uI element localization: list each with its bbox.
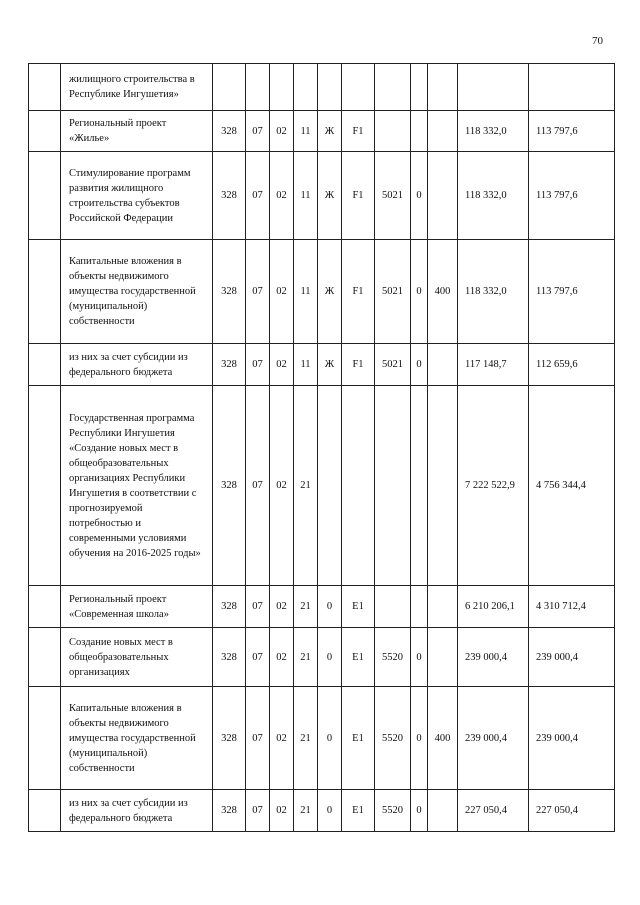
code-rz-cell: 07 bbox=[246, 790, 270, 832]
table-row bbox=[29, 586, 615, 628]
row-number-cell bbox=[29, 64, 61, 111]
code-pr-cell: 02 bbox=[270, 790, 294, 832]
code-vr-cell bbox=[428, 386, 458, 586]
table-row bbox=[29, 240, 615, 344]
item-name-cell: Региональный проект «Жилье» bbox=[61, 111, 213, 152]
code-csr1-cell bbox=[294, 64, 318, 111]
code-ved-cell: 328 bbox=[213, 152, 246, 240]
code-csr4-cell: 5021 bbox=[375, 344, 411, 386]
code-csr2-cell: 0 bbox=[318, 628, 342, 687]
amount-2021-cell: 4 310 712,4 bbox=[529, 586, 615, 628]
code-pr-cell: 02 bbox=[270, 687, 294, 790]
code-rz-cell: 07 bbox=[246, 344, 270, 386]
code-ved-cell: 328 bbox=[213, 240, 246, 344]
amount-2021-cell: 112 659,6 bbox=[529, 344, 615, 386]
code-rz-cell: 07 bbox=[246, 152, 270, 240]
code-csr2-cell: Ж bbox=[318, 152, 342, 240]
code-csr1-cell: 21 bbox=[294, 687, 318, 790]
amount-2021-cell: 113 797,6 bbox=[529, 240, 615, 344]
code-csr1-cell: 21 bbox=[294, 790, 318, 832]
item-name-cell: Стимулирование программ развития жилищного строительства субъектов Российской Федерации bbox=[61, 152, 213, 240]
code-csr4-cell: 5021 bbox=[375, 240, 411, 344]
code-rz-cell: 07 bbox=[246, 386, 270, 586]
code-csr5-cell: 0 bbox=[411, 152, 428, 240]
code-csr5-cell bbox=[411, 386, 428, 586]
amount-2020-cell: 118 332,0 bbox=[458, 152, 529, 240]
amount-2020-cell: 6 210 206,1 bbox=[458, 586, 529, 628]
code-csr3-cell bbox=[342, 386, 375, 586]
table-row bbox=[29, 344, 615, 386]
amount-2021-cell: 4 756 344,4 bbox=[529, 386, 615, 586]
code-pr-cell: 02 bbox=[270, 240, 294, 344]
table-row bbox=[29, 790, 615, 832]
code-csr4-cell bbox=[375, 111, 411, 152]
code-rz-cell: 07 bbox=[246, 628, 270, 687]
amount-2021-cell: 239 000,4 bbox=[529, 687, 615, 790]
code-csr3-cell: F1 bbox=[342, 344, 375, 386]
item-name-cell: Создание новых мест в общеобразовательных организациях bbox=[61, 628, 213, 687]
amount-2020-cell: 118 332,0 bbox=[458, 111, 529, 152]
code-pr-cell bbox=[270, 64, 294, 111]
code-csr5-cell: 0 bbox=[411, 240, 428, 344]
code-csr1-cell: 21 bbox=[294, 628, 318, 687]
code-csr4-cell bbox=[375, 586, 411, 628]
item-name-cell: Капитальные вложения в объекты недвижимого имущества государственной (муниципальной) собственности bbox=[61, 240, 213, 344]
code-pr-cell: 02 bbox=[270, 628, 294, 687]
code-csr1-cell: 11 bbox=[294, 240, 318, 344]
code-vr-cell bbox=[428, 111, 458, 152]
item-name-cell: Региональный проект «Современная школа» bbox=[61, 586, 213, 628]
amount-2021-cell: 227 050,4 bbox=[529, 790, 615, 832]
amount-2020-cell: 239 000,4 bbox=[458, 628, 529, 687]
code-csr2-cell: 0 bbox=[318, 586, 342, 628]
code-csr2-cell: Ж bbox=[318, 111, 342, 152]
item-name-cell: жилищного строительства в Республике Ингушетия» bbox=[61, 64, 213, 111]
item-name-cell: Государственная программа Республики Ингушетия «Создание новых мест в общеобразовательных организациях Республики Ингушетия в соответствии с прогнозируемой потребностью и современными условиями обучения на 2016-2025 годы» bbox=[61, 386, 213, 586]
table-row bbox=[29, 64, 615, 111]
code-csr5-cell: 0 bbox=[411, 628, 428, 687]
code-csr2-cell: Ж bbox=[318, 344, 342, 386]
code-csr3-cell: F1 bbox=[342, 111, 375, 152]
code-csr2-cell: Ж bbox=[318, 240, 342, 344]
code-pr-cell: 02 bbox=[270, 152, 294, 240]
code-ved-cell: 328 bbox=[213, 386, 246, 586]
row-number-cell bbox=[29, 240, 61, 344]
code-csr1-cell: 21 bbox=[294, 586, 318, 628]
table-row bbox=[29, 687, 615, 790]
code-rz-cell: 07 bbox=[246, 586, 270, 628]
code-ved-cell: 328 bbox=[213, 111, 246, 152]
page-number: 70 bbox=[592, 35, 603, 47]
code-csr5-cell: 0 bbox=[411, 687, 428, 790]
code-csr2-cell bbox=[318, 386, 342, 586]
code-rz-cell bbox=[246, 64, 270, 111]
item-name-cell: из них за счет субсидии из федерального бюджета bbox=[61, 790, 213, 832]
amount-2020-cell bbox=[458, 64, 529, 111]
code-vr-cell bbox=[428, 344, 458, 386]
code-pr-cell: 02 bbox=[270, 386, 294, 586]
amount-2021-cell: 113 797,6 bbox=[529, 152, 615, 240]
code-csr3-cell bbox=[342, 64, 375, 111]
code-vr-cell: 400 bbox=[428, 687, 458, 790]
code-csr4-cell: 5520 bbox=[375, 628, 411, 687]
code-rz-cell: 07 bbox=[246, 111, 270, 152]
code-pr-cell: 02 bbox=[270, 111, 294, 152]
code-pr-cell: 02 bbox=[270, 344, 294, 386]
amount-2020-cell: 117 148,7 bbox=[458, 344, 529, 386]
code-csr1-cell: 11 bbox=[294, 111, 318, 152]
budget-table bbox=[28, 63, 615, 832]
code-vr-cell bbox=[428, 790, 458, 832]
code-csr3-cell: F1 bbox=[342, 240, 375, 344]
code-csr3-cell: E1 bbox=[342, 586, 375, 628]
amount-2021-cell bbox=[529, 64, 615, 111]
table-row bbox=[29, 111, 615, 152]
code-csr4-cell bbox=[375, 386, 411, 586]
amount-2021-cell: 113 797,6 bbox=[529, 111, 615, 152]
code-rz-cell: 07 bbox=[246, 687, 270, 790]
code-csr2-cell bbox=[318, 64, 342, 111]
code-csr5-cell bbox=[411, 111, 428, 152]
row-number-cell bbox=[29, 344, 61, 386]
code-csr3-cell: E1 bbox=[342, 628, 375, 687]
row-number-cell bbox=[29, 687, 61, 790]
code-csr2-cell: 0 bbox=[318, 687, 342, 790]
code-csr3-cell: E1 bbox=[342, 687, 375, 790]
table-row bbox=[29, 152, 615, 240]
amount-2020-cell: 227 050,4 bbox=[458, 790, 529, 832]
row-number-cell bbox=[29, 111, 61, 152]
code-rz-cell: 07 bbox=[246, 240, 270, 344]
code-ved-cell: 328 bbox=[213, 687, 246, 790]
row-number-cell bbox=[29, 790, 61, 832]
amount-2020-cell: 239 000,4 bbox=[458, 687, 529, 790]
code-csr5-cell bbox=[411, 64, 428, 111]
code-ved-cell: 328 bbox=[213, 344, 246, 386]
table-body bbox=[29, 64, 615, 832]
amount-2021-cell: 239 000,4 bbox=[529, 628, 615, 687]
code-csr2-cell: 0 bbox=[318, 790, 342, 832]
item-name-cell: из них за счет субсидии из федерального бюджета bbox=[61, 344, 213, 386]
code-vr-cell bbox=[428, 64, 458, 111]
code-vr-cell bbox=[428, 152, 458, 240]
row-number-cell bbox=[29, 628, 61, 687]
code-csr3-cell: E1 bbox=[342, 790, 375, 832]
code-csr4-cell: 5021 bbox=[375, 152, 411, 240]
code-ved-cell: 328 bbox=[213, 586, 246, 628]
amount-2020-cell: 7 222 522,9 bbox=[458, 386, 529, 586]
code-pr-cell: 02 bbox=[270, 586, 294, 628]
code-ved-cell: 328 bbox=[213, 790, 246, 832]
code-csr3-cell: F1 bbox=[342, 152, 375, 240]
table-row bbox=[29, 628, 615, 687]
item-name-cell: Капитальные вложения в объекты недвижимого имущества государственной (муниципальной) собственности bbox=[61, 687, 213, 790]
code-csr5-cell: 0 bbox=[411, 790, 428, 832]
code-csr1-cell: 11 bbox=[294, 344, 318, 386]
code-csr1-cell: 21 bbox=[294, 386, 318, 586]
code-csr4-cell: 5520 bbox=[375, 790, 411, 832]
row-number-cell bbox=[29, 586, 61, 628]
code-vr-cell: 400 bbox=[428, 240, 458, 344]
table-row bbox=[29, 386, 615, 586]
code-csr5-cell: 0 bbox=[411, 344, 428, 386]
code-csr5-cell bbox=[411, 586, 428, 628]
row-number-cell bbox=[29, 152, 61, 240]
row-number-cell bbox=[29, 386, 61, 586]
amount-2020-cell: 118 332,0 bbox=[458, 240, 529, 344]
code-csr1-cell: 11 bbox=[294, 152, 318, 240]
code-ved-cell: 328 bbox=[213, 628, 246, 687]
code-vr-cell bbox=[428, 586, 458, 628]
code-csr4-cell: 5520 bbox=[375, 687, 411, 790]
code-csr4-cell bbox=[375, 64, 411, 111]
code-ved-cell bbox=[213, 64, 246, 111]
code-vr-cell bbox=[428, 628, 458, 687]
